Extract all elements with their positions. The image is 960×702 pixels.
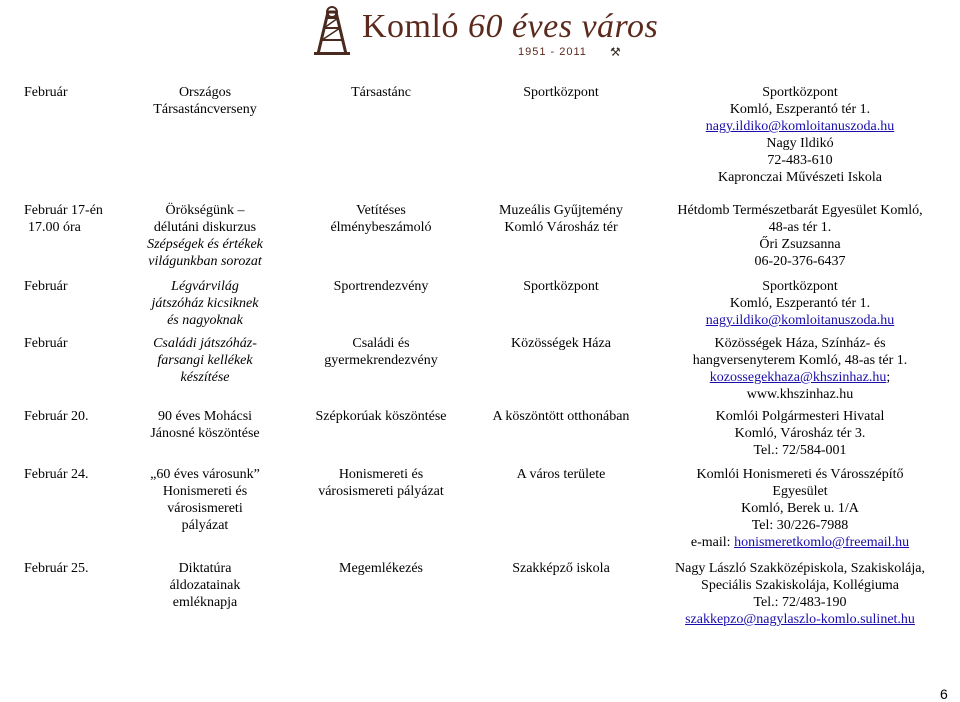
event-place: Muzeális Gyűjtemény Komló Városház tér	[498, 203, 624, 235]
table-row	[24, 408, 960, 464]
event-contact: Komlói Polgármesteri Hivatal Komló, Városház tér 3. Tel.: 72/584-001	[715, 409, 885, 458]
event-title: „60 éves városunk” Honismereti és városismereti pályázat	[150, 467, 260, 533]
event-place: A város területe	[516, 467, 606, 482]
event-contact: Sportközpont Komló, Eszperantó tér 1. nagy.ildiko@komloitanuszoda.hu	[644, 278, 956, 329]
event-date: Február	[24, 85, 68, 100]
table-row	[24, 202, 960, 282]
event-place: Sportközpont	[523, 85, 599, 100]
event-date: Február 25.	[24, 561, 89, 576]
event-date: Február	[24, 279, 68, 294]
table-row	[24, 466, 960, 560]
table-row	[24, 84, 960, 202]
event-title: Országos Társastáncverseny	[153, 85, 257, 117]
event-title: Családi játszóház- farsangi kellékek készítése	[153, 336, 257, 385]
event-date: Február 20.	[24, 409, 89, 424]
email-link[interactable]: nagy.ildiko@komloitanuszoda.hu	[705, 119, 895, 134]
email-link[interactable]: nagy.ildiko@komloitanuszoda.hu	[705, 313, 895, 328]
email-link[interactable]: honismeretkomlo@freemail.hu	[734, 535, 910, 550]
event-type: Társastánc	[351, 85, 411, 100]
event-date: Február 17-én 17.00 óra	[24, 203, 103, 235]
event-contact: Hétdomb Természetbarát Egyesület Komló, 48-as tér 1. Őri Zsuzsanna 06-20-376-6437	[677, 203, 923, 269]
event-type: Megemlékezés	[339, 561, 423, 576]
event-title: Örökségünk – délutáni diskurzus Szépségek és értékek világunkban sorozat	[147, 203, 263, 269]
event-date: Február 24.	[24, 467, 89, 482]
event-title: 90 éves Mohácsi Jánosné köszöntése	[150, 409, 260, 441]
event-contact: Sportközpont Komló, Eszperantó tér 1. nagy.ildiko@komloitanuszoda.hu Nagy Ildikó 72-483-610 Kapronczai Művészeti Iskola	[644, 84, 956, 186]
table-row	[24, 278, 960, 334]
event-contact: Közösségek Háza, Színház- és hangversenyterem Komló, 48-as tér 1. kozossegekhaza@khszinhaz.hu; www.khszinhaz.hu	[692, 336, 908, 402]
event-type: Honismereti és városismereti pályázat	[318, 467, 444, 499]
table-row	[24, 560, 960, 632]
email-link[interactable]: szakkepzo@nagylaszlo-komlo.sulinet.hu	[685, 612, 915, 627]
event-place: Sportközpont	[523, 279, 599, 294]
page-number: 6	[940, 686, 948, 702]
table-row	[24, 335, 960, 407]
event-place: Szakképző iskola	[512, 561, 610, 576]
event-type: Családi és gyermekrendezvény	[324, 336, 438, 368]
hammers-icon: ⚒	[610, 45, 621, 59]
logo-title: Komló 60 éves város	[362, 8, 659, 45]
event-title: Légvárvilág játszóház kicsiknek és nagyoknak	[151, 279, 259, 328]
event-title: Diktatúra áldozatainak emléknapja	[169, 561, 241, 610]
event-date: Február	[24, 336, 68, 351]
mine-tower-icon	[310, 6, 354, 56]
email-link[interactable]: kozossegekhaza@khszinhaz.hu	[709, 370, 887, 385]
logo-years: 1951 - 2011	[518, 46, 587, 58]
events-table	[24, 84, 960, 627]
event-type: Szépkorúak köszöntése	[315, 409, 447, 424]
event-contact: Komlói Honismereti és Városszépítő Egyesület Komló, Berek u. 1/A Tel: 30/226-7988 e-mail: honismeretkomlo@freemail.hu	[690, 467, 910, 550]
event-type: Sportrendezvény	[333, 279, 429, 294]
event-place: Közösségek Háza	[511, 336, 611, 351]
event-type: Vetítéses élménybeszámoló	[330, 203, 432, 235]
event-place: A köszöntött otthonában	[492, 409, 630, 424]
event-contact: Nagy László Szakközépiskola, Szakiskolája, Speciális Szakiskolája, Kollégiuma Tel.: 72/483-190 szakkepzo@nagylaszlo-komlo.sulinet.hu	[644, 560, 956, 628]
header-logo	[310, 6, 659, 59]
